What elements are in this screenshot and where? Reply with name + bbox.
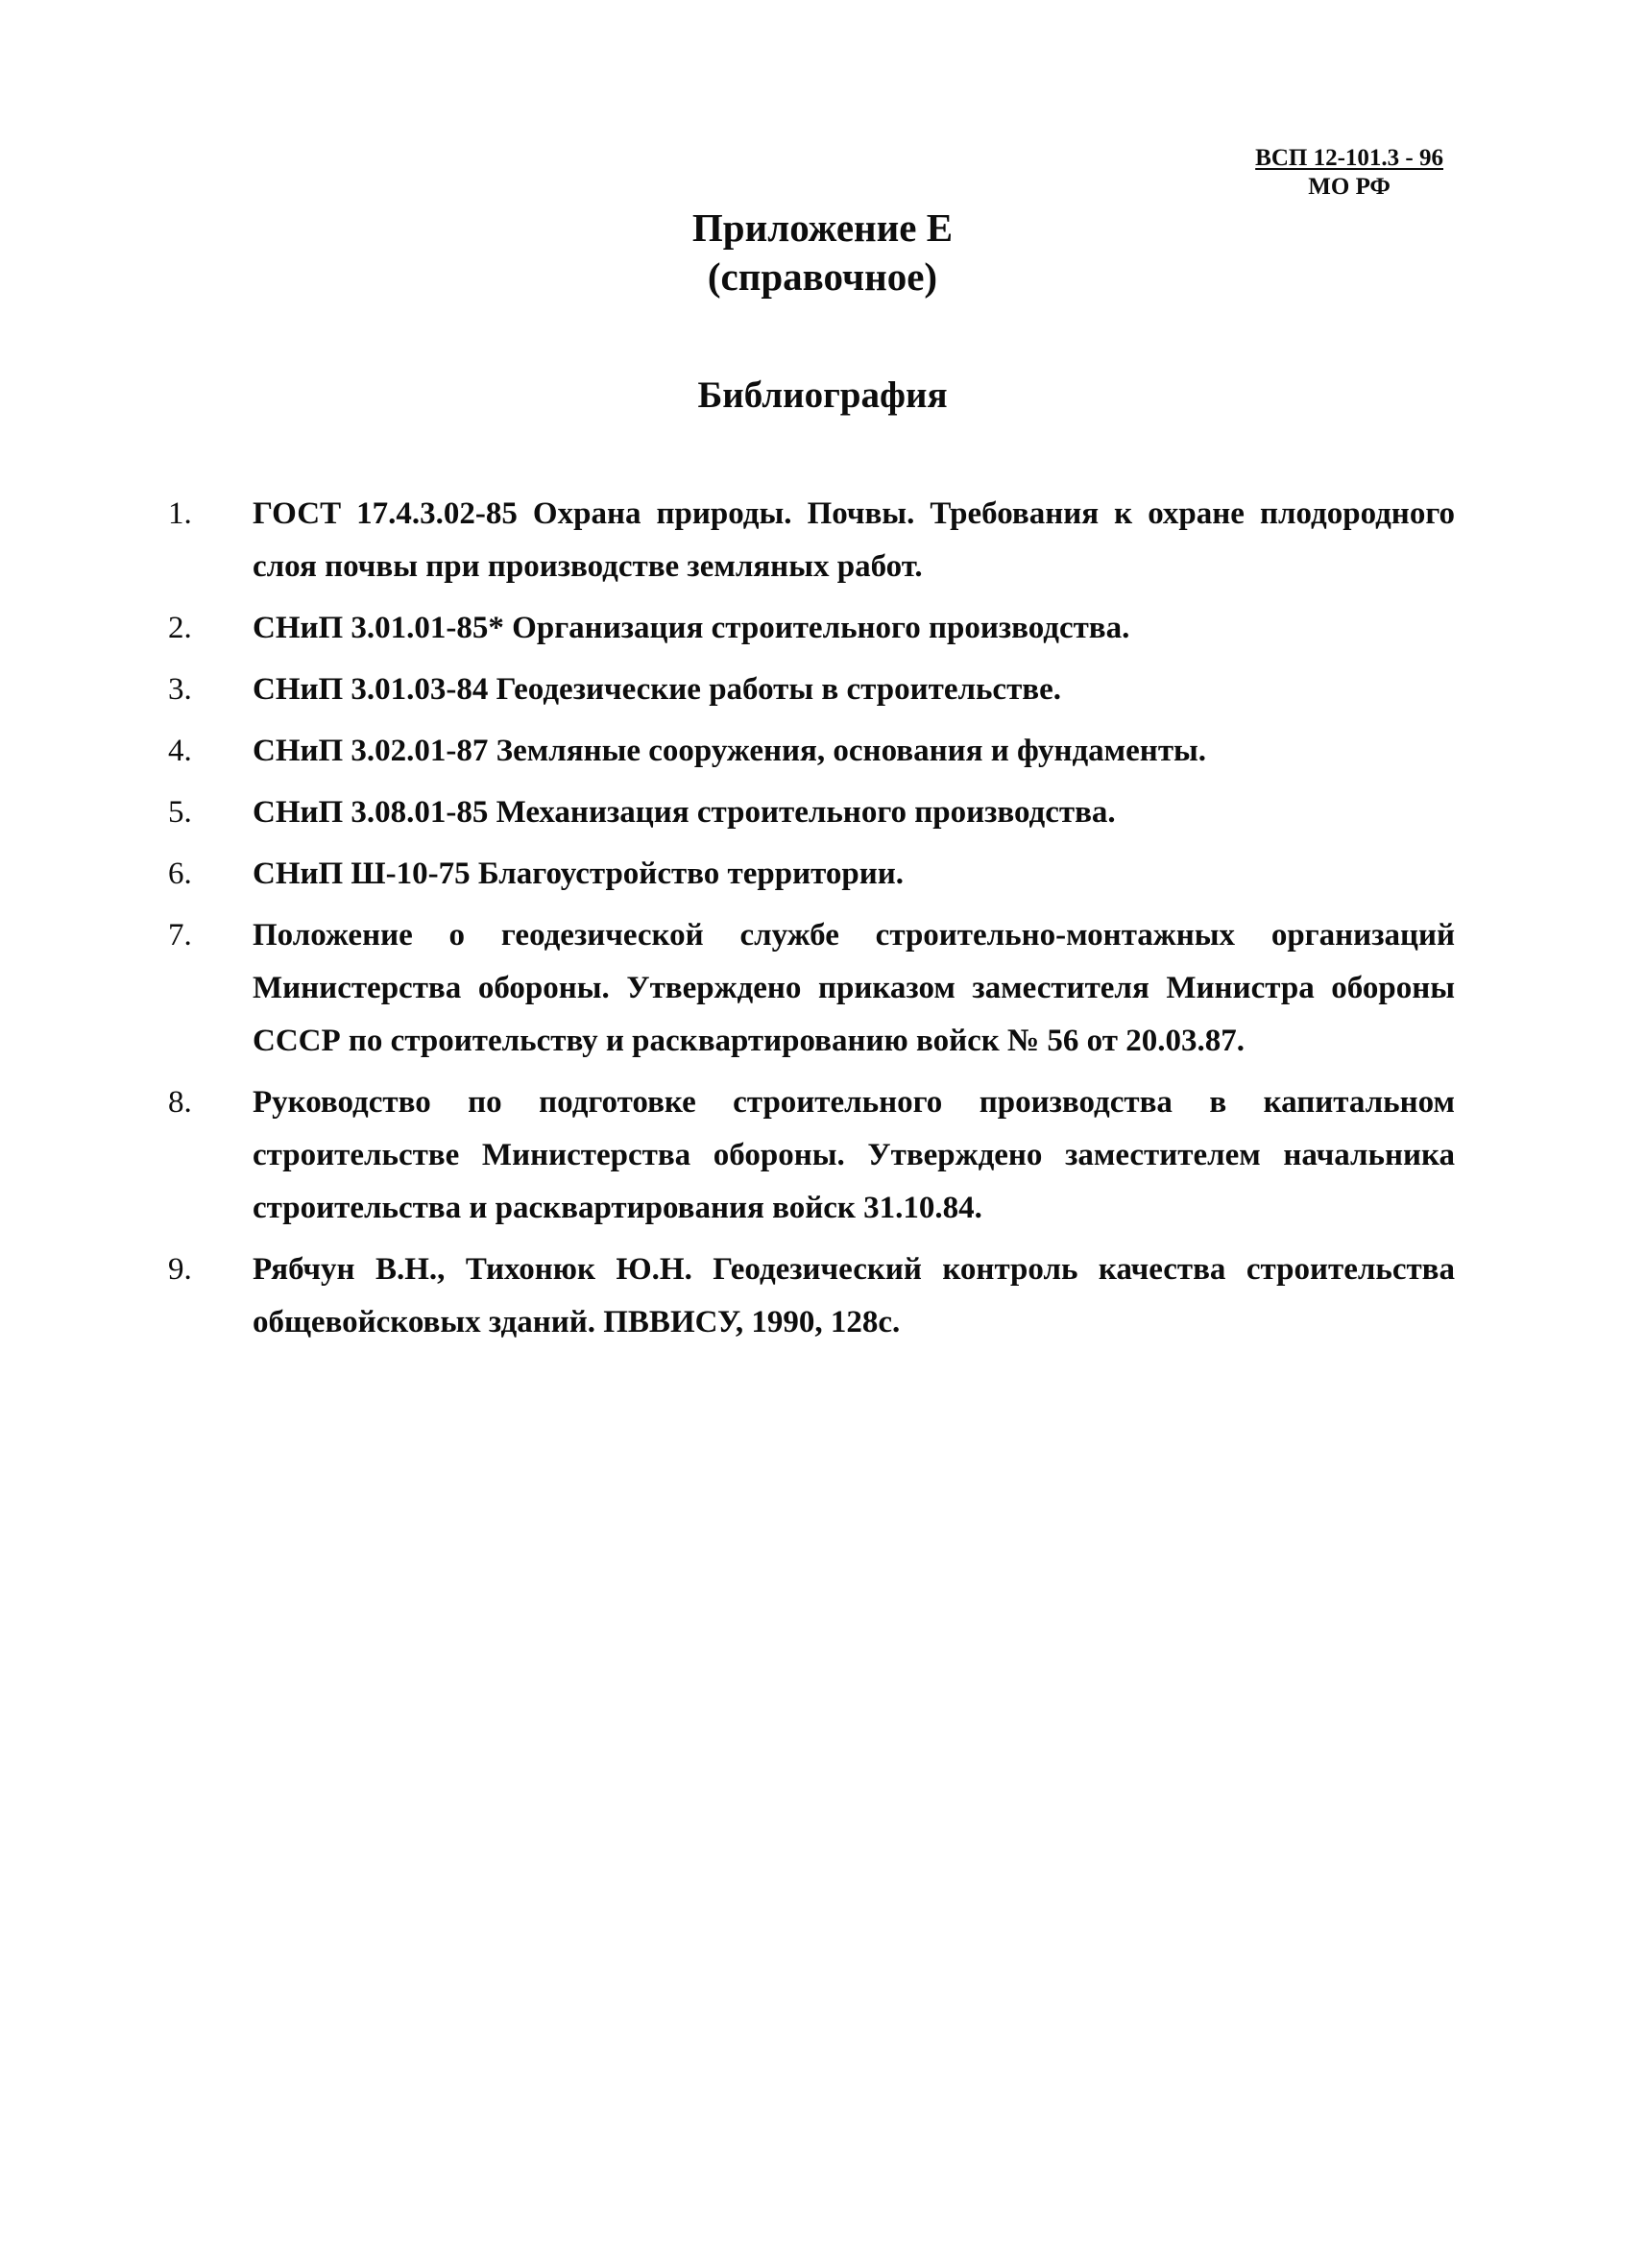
item-text: СНиП 3.08.01-85 Механизация строительного производства.: [253, 795, 1116, 830]
bibliography-item: [168, 602, 1455, 655]
bibliography-item: [168, 664, 1455, 716]
item-text: Рябчун В.Н., Тихонюк Ю.Н. Геодезический контроль качества строительства общевойсковых зданий. ПВВИСУ, 1990, 128с.: [253, 1252, 1455, 1339]
bibliography-item: [168, 725, 1455, 778]
item-text: Руководство по подготовке строительного производства в капитальном строительстве Министерства обороны. Утверждено заместителем начальника строительства и расквартирования войск 31.10.84.: [253, 1085, 1455, 1225]
item-text: СНиП Ш-10-75 Благоустройство территории.: [253, 857, 904, 891]
document-code: ВСП 12-101.3 - 96: [1255, 145, 1443, 171]
item-number: 6.: [168, 857, 192, 891]
item-number: 4.: [168, 734, 192, 768]
bibliography-item: [168, 488, 1455, 593]
appendix-title: Приложение Е: [691, 205, 954, 250]
bibliography-item: [168, 848, 1455, 901]
appendix-heading: [0, 204, 1645, 302]
document-organization: МО РФ: [1308, 174, 1391, 200]
item-text: СНиП 3.01.03-84 Геодезические работы в строительстве.: [253, 672, 1061, 707]
item-text: Положение о геодезической службе строительно-монтажных организаций Министерства обороны. Утверждено приказом заместителя Министра обороны СССР по строительству и расквартированию войск № 56 от 20.03.87.: [253, 918, 1455, 1058]
item-text: СНиП 3.02.01-87 Земляные сооружения, основания и фундаменты.: [253, 734, 1207, 768]
bibliography-item: [168, 1076, 1455, 1235]
bibliography-item: [168, 1243, 1455, 1349]
item-number: 8.: [168, 1085, 192, 1120]
item-text: СНиП 3.01.01-85* Организация строительного производства.: [253, 611, 1130, 645]
bibliography-item: [168, 909, 1455, 1068]
item-number: 5.: [168, 795, 192, 830]
item-number: 2.: [168, 611, 192, 645]
bibliography-title: Библиография: [697, 374, 948, 416]
bibliography-item: [168, 786, 1455, 839]
item-number: 3.: [168, 672, 192, 707]
item-number: 7.: [168, 918, 192, 953]
bibliography-list: [168, 488, 1455, 1358]
item-number: 9.: [168, 1252, 192, 1287]
appendix-subtitle: (справочное): [707, 254, 938, 299]
item-number: 1.: [168, 496, 192, 531]
document-code-block: [1255, 144, 1443, 202]
item-text: ГОСТ 17.4.3.02-85 Охрана природы. Почвы. Требования к охране плодородного слоя почвы при производстве земляных работ.: [253, 496, 1455, 584]
